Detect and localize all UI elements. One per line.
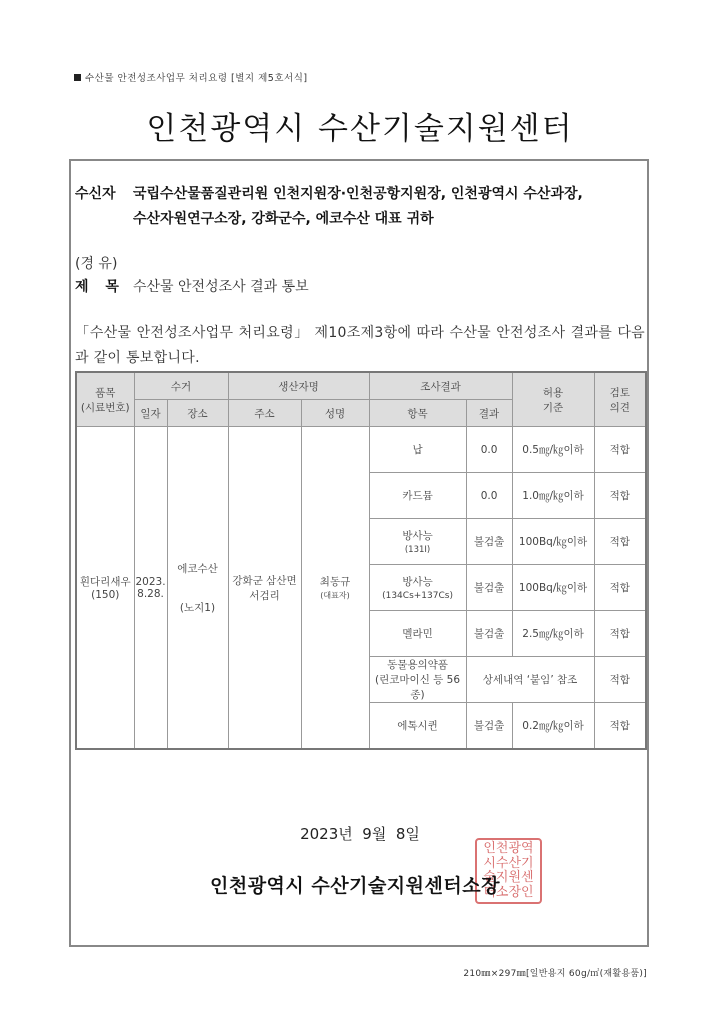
test-item: 동물용의약품 (린코마이신 등 56종) [369, 657, 466, 703]
test-item: 방사능 (131I) [369, 519, 466, 565]
header-place: 장소 [167, 400, 228, 427]
test-item: 방사능 (134Cs+137Cs) [369, 565, 466, 611]
table-row [76, 427, 646, 473]
header-limit: 허용 기준 [512, 372, 594, 427]
test-opinion: 적합 [594, 473, 646, 519]
form-reference-text: 수산물 안전성조사업무 처리요령 [별지 제5호서식] [85, 73, 308, 84]
header-test-item: 항목 [369, 400, 466, 427]
test-isotope: (131I) [404, 545, 431, 555]
test-result: 불검출 [466, 565, 512, 611]
test-result: 0.0 [466, 473, 512, 519]
header-producer: 생산자명 [228, 372, 369, 400]
subject-line [75, 276, 309, 296]
test-opinion: 적합 [594, 519, 646, 565]
square-bullet-icon [74, 74, 81, 81]
header-address: 주소 [228, 400, 301, 427]
test-limit: 0.5㎎/㎏이하 [512, 427, 594, 473]
test-result: 불검출 [466, 611, 512, 657]
results-table [75, 371, 647, 750]
test-limit: 2.5㎎/㎏이하 [512, 611, 594, 657]
recipient-block [75, 182, 583, 232]
sample-date: 2023. 8.28. [134, 427, 167, 750]
test-result: 0.0 [466, 427, 512, 473]
test-limit: 1.0㎎/㎏이하 [512, 473, 594, 519]
subject-text: 수산물 안전성조사 결과 통보 [133, 279, 309, 295]
test-result-merged: 상세내역 ‘붙임’ 참조 [466, 657, 594, 703]
recipient-line2: 수산자원연구소장, 강화군수, 에코수산 대표 귀하 [133, 211, 434, 227]
test-item: 멜라민 [369, 611, 466, 657]
header-date: 일자 [134, 400, 167, 427]
header-collection: 수거 [134, 372, 228, 400]
test-limit: 0.2㎎/㎏이하 [512, 703, 594, 750]
organization-title: 인천광역시 수산기술지원센터 [146, 111, 574, 147]
test-opinion: 적합 [594, 611, 646, 657]
sample-address: 강화군 삼산면 서검리 [228, 427, 301, 750]
header-result: 결과 [466, 400, 512, 427]
sample-place: 에코수산 (노지1) [167, 427, 228, 750]
issue-date: 2023년 9월 8일 [300, 825, 420, 843]
test-item: 카드뮴 [369, 473, 466, 519]
test-result: 불검출 [466, 703, 512, 750]
subject-label: 제 목 [75, 279, 125, 295]
recipient-label: 수신자 [75, 186, 116, 202]
test-opinion: 적합 [594, 565, 646, 611]
body-paragraph: 「수산물 안전성조사업무 처리요령」 제10조제3항에 따라 수산물 안전성조사 결과를 다음과 같이 통보합니다. [75, 325, 645, 366]
signature-line: 인천광역시 수산기술지원센터소장 [210, 875, 500, 897]
header-results: 조사결과 [369, 372, 512, 400]
sample-name-note: (대표자) [320, 591, 350, 600]
official-seal: 인천광역 시수산기 술지원센 터소장인 [475, 838, 542, 904]
form-reference [74, 70, 308, 84]
paper-spec-footer: 210㎜×297㎜[일반용지 60g/㎡(재활용품)] [463, 969, 647, 979]
header-item: 품목 (시료번호) [76, 372, 134, 427]
sample-item: 흰다리새우 (150) [76, 427, 134, 750]
test-limit: 100Bq/㎏이하 [512, 519, 594, 565]
header-review: 검토 의견 [594, 372, 646, 427]
test-isotope: (134Cs+137Cs) [382, 591, 453, 601]
test-opinion: 적합 [594, 703, 646, 750]
recipient-line1: 국립수산물품질관리원 인천지원장·인천공항지원장, 인천광역시 수산과장, [133, 186, 583, 202]
test-item: 에톡시퀸 [369, 703, 466, 750]
via-line: (경 유) [75, 256, 118, 272]
test-result: 불검출 [466, 519, 512, 565]
test-item: 납 [369, 427, 466, 473]
test-opinion: 적합 [594, 657, 646, 703]
test-limit: 100Bq/㎏이하 [512, 565, 594, 611]
sample-name: 최동규 (대표자) [301, 427, 369, 750]
test-opinion: 적합 [594, 427, 646, 473]
header-name: 성명 [301, 400, 369, 427]
